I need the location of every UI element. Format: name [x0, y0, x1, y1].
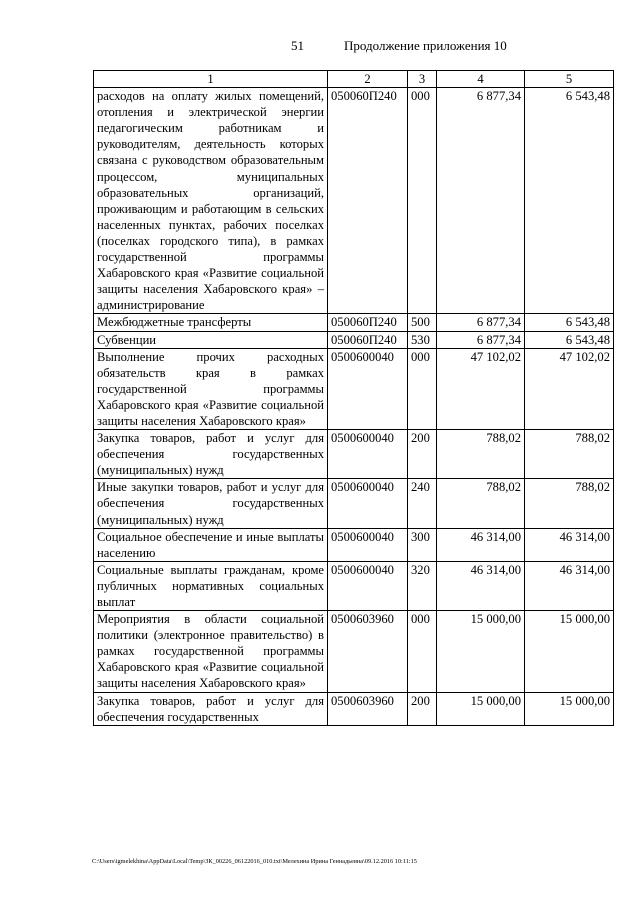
table-row [94, 528, 614, 561]
row-sum-2016: 15 000,00 [437, 692, 525, 725]
table-row [94, 479, 614, 528]
row-code: 0500600040 [328, 479, 408, 528]
row-code: 0500600040 [328, 561, 408, 610]
table-row [94, 611, 614, 692]
row-code: 0500603960 [328, 611, 408, 692]
table-row [94, 331, 614, 348]
row-code: 050060П240 [328, 331, 408, 348]
row-sum-2017: 6 543,48 [525, 314, 614, 331]
row-sum-2016: 6 877,34 [437, 314, 525, 331]
row-name: Межбюджетные трансферты [94, 314, 328, 331]
row-sum-2016: 47 102,02 [437, 348, 525, 429]
row-sum-2017: 6 543,48 [525, 331, 614, 348]
table-row [94, 430, 614, 479]
row-vr: 200 [408, 692, 437, 725]
column-header: 1 [94, 71, 328, 88]
row-sum-2017: 788,02 [525, 430, 614, 479]
column-header: 2 [328, 71, 408, 88]
row-code: 050060П240 [328, 88, 408, 314]
row-name: Социальные выплаты гражданам, кроме публичных нормативных социальных выплат [94, 561, 328, 610]
row-sum-2016: 46 314,00 [437, 561, 525, 610]
row-name: Закупка товаров, работ и услуг для обеспечения государственных (муниципальных) нужд [94, 430, 328, 479]
row-sum-2016: 15 000,00 [437, 611, 525, 692]
row-sum-2017: 6 543,48 [525, 88, 614, 314]
row-vr: 000 [408, 88, 437, 314]
row-code: 0500603960 [328, 692, 408, 725]
table-row [94, 692, 614, 725]
row-vr: 300 [408, 528, 437, 561]
column-header: 3 [408, 71, 437, 88]
column-header: 5 [525, 71, 614, 88]
table-row [94, 561, 614, 610]
row-code: 0500600040 [328, 348, 408, 429]
row-sum-2016: 6 877,34 [437, 331, 525, 348]
row-sum-2017: 46 314,00 [525, 561, 614, 610]
page-number: 51 [291, 38, 304, 53]
budget-table [93, 70, 614, 726]
row-name: расходов на оплату жилых помещений, отопления и электрической энергии педагогическим работникам и руководителям, деятельность которых связана с руководством образовательным процессом, муниципальных образовательных организаций, проживающим и работающим в сельских населенных пунктах, рабочих поселках (поселках городского типа), в рамках государственной программы Хабаровского края «Развитие социальной защиты населения Хабаровского края» – администрирование [94, 88, 328, 314]
row-name: Выполнение прочих расходных обязательств края в рамках государственной программы Хабаровского края «Развитие социальной защиты населения Хабаровского края» [94, 348, 328, 429]
file-path-footer: C:\Users\igmelekhina\AppData\Local\Temp\ЗК_00226_06122016_010.txt\Мелехина Ирина Геннадьевна\09.12.2016 10:11:15 [92, 858, 417, 865]
row-name: Мероприятия в области социальной политики (электронное правительство) в рамках государственной программы Хабаровского края «Развитие социальной защиты населения Хабаровского края» [94, 611, 328, 692]
row-sum-2016: 6 877,34 [437, 88, 525, 314]
row-vr: 530 [408, 331, 437, 348]
appendix-caption: Продолжение приложения 10 [344, 38, 507, 53]
row-name: Социальное обеспечение и иные выплаты населению [94, 528, 328, 561]
row-vr: 200 [408, 430, 437, 479]
row-vr: 320 [408, 561, 437, 610]
row-vr: 240 [408, 479, 437, 528]
column-header: 4 [437, 71, 525, 88]
table-row [94, 348, 614, 429]
row-vr: 500 [408, 314, 437, 331]
row-sum-2017: 15 000,00 [525, 692, 614, 725]
row-name: Субвенции [94, 331, 328, 348]
row-sum-2016: 788,02 [437, 430, 525, 479]
table-row [94, 314, 614, 331]
table-header-row [94, 71, 614, 88]
row-sum-2016: 46 314,00 [437, 528, 525, 561]
row-sum-2017: 46 314,00 [525, 528, 614, 561]
row-name: Иные закупки товаров, работ и услуг для обеспечения государственных (муниципальных) нужд [94, 479, 328, 528]
row-name: Закупка товаров, работ и услуг для обеспечения государственных [94, 692, 328, 725]
row-vr: 000 [408, 611, 437, 692]
row-code: 0500600040 [328, 528, 408, 561]
row-sum-2017: 47 102,02 [525, 348, 614, 429]
table-row [94, 88, 614, 314]
row-sum-2017: 788,02 [525, 479, 614, 528]
row-vr: 000 [408, 348, 437, 429]
row-sum-2016: 788,02 [437, 479, 525, 528]
row-code: 050060П240 [328, 314, 408, 331]
row-sum-2017: 15 000,00 [525, 611, 614, 692]
row-code: 0500600040 [328, 430, 408, 479]
